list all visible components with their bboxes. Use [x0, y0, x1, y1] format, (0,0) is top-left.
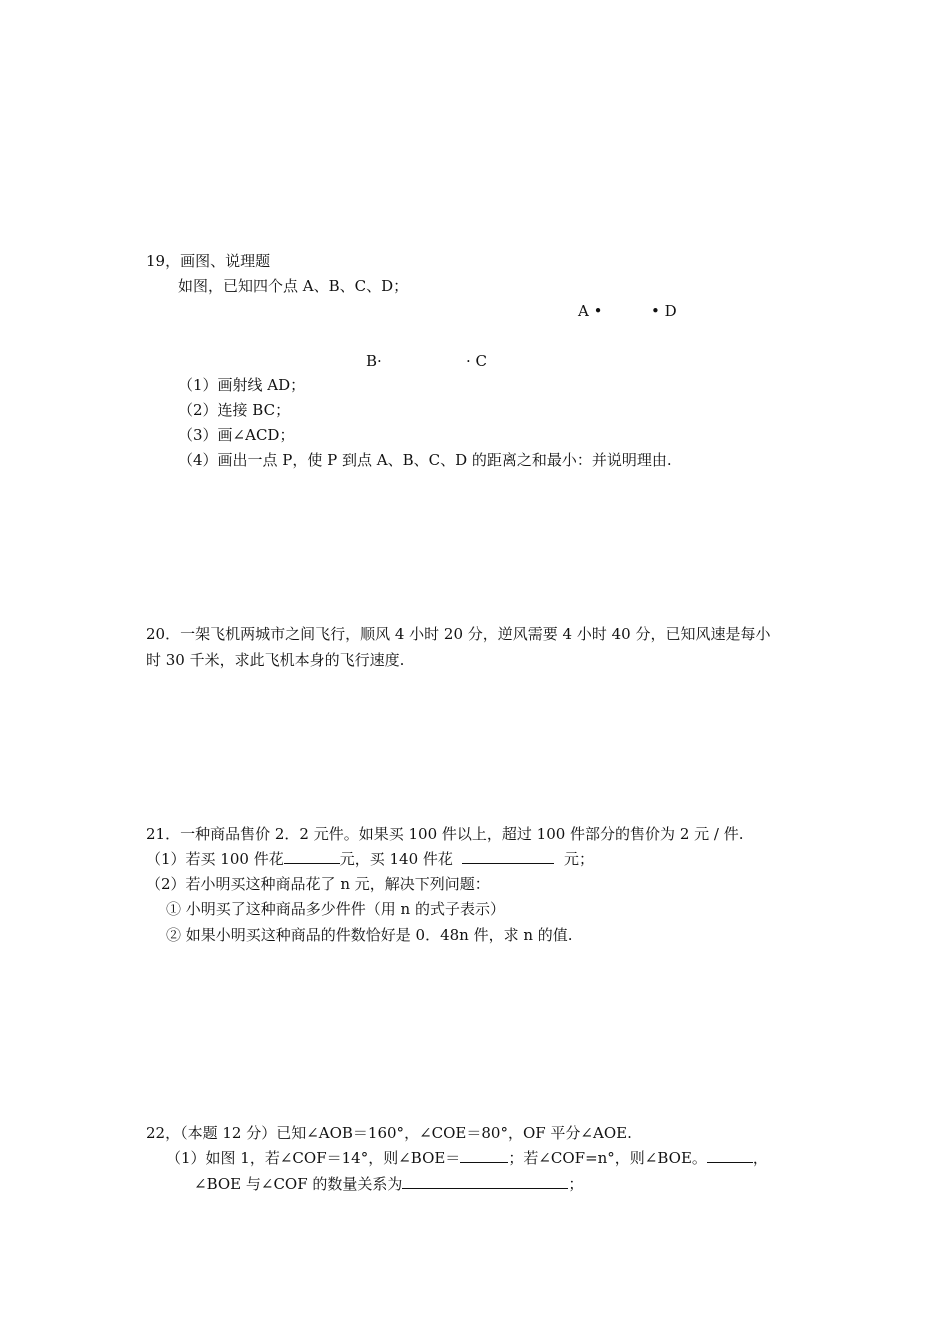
q21-part-1-text-b: 元，买 140 件花	[339, 850, 453, 868]
q22-part-1-text-c: ，	[752, 1149, 768, 1167]
q22-part-1-line-2	[194, 1174, 583, 1194]
q22-part-1	[166, 1148, 768, 1168]
q19-item-2: （2）连接 BC；	[178, 401, 291, 419]
q20-line-1: 20．一架飞机两城市之间飞行，顺风 4 小时 20 分，逆风需要 4 小时 40 分，已知风速是每小	[146, 625, 771, 643]
q19-title: 19，画图、说理题	[146, 252, 271, 270]
point-a: A •	[578, 302, 603, 320]
point-d: • D	[651, 302, 677, 320]
answer-blank[interactable]	[284, 849, 340, 864]
q22-part-1-text-a: （1）如图 1，若∠COF＝14°，则∠BOE＝	[166, 1149, 461, 1167]
q22-part-1-line-2-text-b: ；	[568, 1175, 584, 1193]
q20-line-2: 时 30 千米，求此飞机本身的飞行速度.	[146, 651, 405, 669]
q21-title: 21．一种商品售价 2．2 元件。如果买 100 件以上，超过 100 件部分的售价为 2 元 / 件.	[146, 825, 744, 843]
q21-part-1	[146, 849, 594, 869]
point-b: B·	[366, 352, 382, 370]
q19-intro: 如图，已知四个点 A、B、C、D；	[178, 277, 409, 295]
q21-part-1-text-c: 元；	[563, 850, 594, 868]
q19-item-3: （3）画∠ACD；	[178, 426, 295, 444]
answer-blank[interactable]	[402, 1174, 568, 1189]
answer-blank[interactable]	[462, 849, 554, 864]
q19-item-4: （4）画出一点 P，使 P 到点 A、B、C、D 的距离之和最小：并说明理由.	[178, 451, 672, 469]
q21-part-2-i: ① 小明买了这种商品多少件件（用 n 的式子表示）	[166, 900, 505, 918]
q21-part-2-ii: ② 如果小明买这种商品的件数恰好是 0．48n 件，求 n 的值.	[166, 926, 573, 944]
q22-part-1-text-b: ；若∠COF=n°，则∠BOE。	[508, 1149, 707, 1167]
point-c: · C	[466, 352, 488, 370]
q19-item-1: （1）画射线 AD；	[178, 376, 306, 394]
q21-part-2: （2）若小明买这种商品花了 n 元，解决下列问题：	[146, 875, 490, 893]
q22-part-1-line-2-text-a: ∠BOE 与∠COF 的数量关系为	[194, 1175, 403, 1193]
q22-title: 22，（本题 12 分）已知∠AOB＝160°，∠COE＝80°，OF 平分∠AOE.	[146, 1124, 632, 1142]
answer-blank[interactable]	[460, 1148, 508, 1163]
answer-blank[interactable]	[707, 1148, 753, 1163]
q21-part-1-text-a: （1）若买 100 件花	[146, 850, 284, 868]
